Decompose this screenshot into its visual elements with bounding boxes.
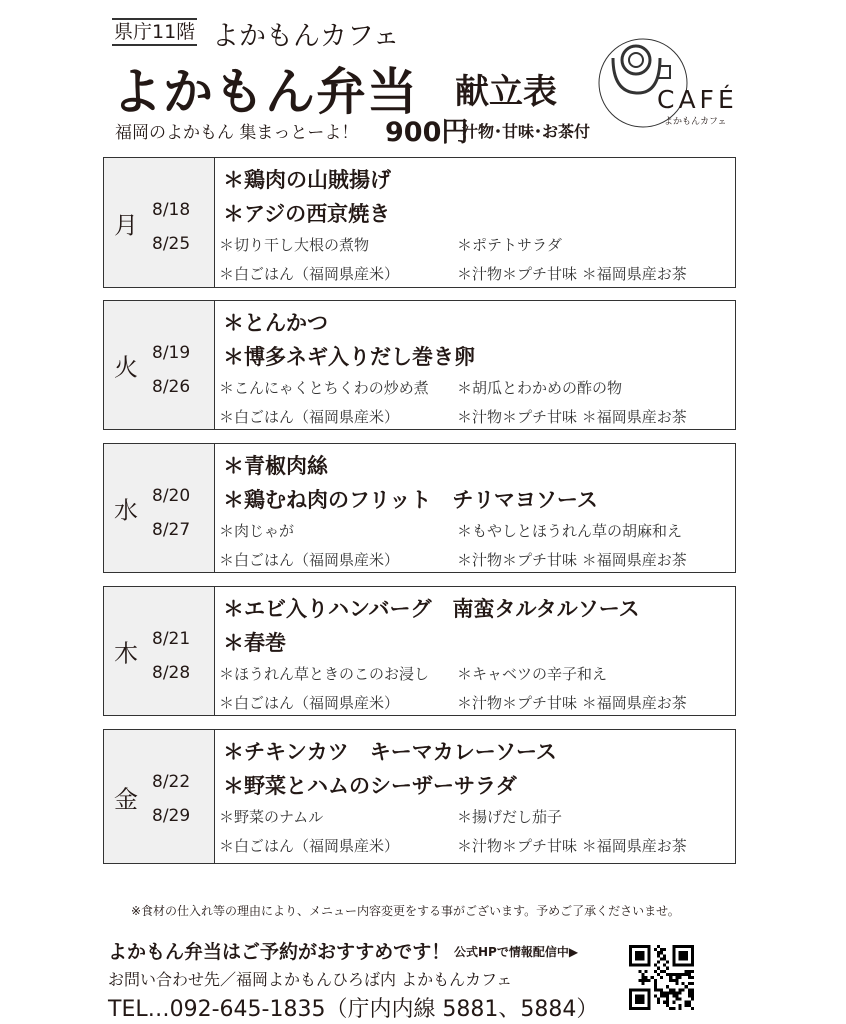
main-dish: ＊野菜とハムのシーザーサラダ <box>223 774 517 798</box>
date: 8/19 <box>152 343 191 363</box>
weekday: 月 <box>114 211 138 239</box>
main-dish: ＊博多ネギ入りだし巻き卵 <box>223 345 475 369</box>
side-dish: ＊野菜のナムル <box>219 808 324 826</box>
main-dish: ＊春巻 <box>223 631 286 655</box>
qr-code-icon[interactable] <box>625 945 698 1010</box>
side-dish: ＊肉じゃが <box>219 522 295 540</box>
rice: ＊白ごはん（福岡県産米） <box>219 551 400 569</box>
contact-info: お問い合わせ先／福岡よかもんひろば内 よかもんカフェ <box>108 970 513 989</box>
telephone: TEL…092-645-1835（庁内内線 5881、5884） <box>108 997 599 1022</box>
notice: ※食材の仕入れ等の理由により、メニュー内容変更をする事がございます。予めご了承くださいませ。 <box>131 904 680 918</box>
official-hp-link[interactable]: 公式HPで情報配信中▶ <box>454 945 579 959</box>
main-dish: ＊鶏肉の山賊揚げ <box>223 168 391 192</box>
day-cell <box>104 587 215 715</box>
side-dish: ＊キャベツの辛子和え <box>457 665 608 683</box>
menu-day-block <box>103 157 736 288</box>
main-dish: ＊とんかつ <box>223 311 328 335</box>
page-title-suffix: 献立表 <box>455 72 557 112</box>
reservation-recommend: よかもん弁当はご予約がおすすめです！ <box>108 941 451 963</box>
day-cell <box>104 301 215 429</box>
extras: ＊汁物＊プチ甘味 ＊福岡県産お茶 <box>457 837 687 855</box>
main-dish: ＊アジの西京焼き <box>223 202 391 226</box>
date: 8/29 <box>152 806 191 826</box>
main-dish: ＊鶏むね肉のフリット チリマヨソース <box>223 488 598 512</box>
price: 900円 <box>385 117 469 148</box>
tagline: 福岡のよかもん 集まっとーよ！ <box>115 123 359 143</box>
date: 8/21 <box>152 629 191 649</box>
weekday: 金 <box>114 785 138 813</box>
rice: ＊白ごはん（福岡県産米） <box>219 837 400 855</box>
side-dish: ＊もやしとほうれん草の胡麻和え <box>457 522 683 540</box>
price-includes: 汁物･甘味･お茶付 <box>462 122 591 141</box>
side-dish: ＊胡瓜とわかめの酢の物 <box>457 379 623 397</box>
side-dish: ＊ポテトサラダ <box>457 236 562 254</box>
extras: ＊汁物＊プチ甘味 ＊福岡県産お茶 <box>457 265 687 283</box>
menu-content <box>215 301 735 429</box>
menu-content <box>215 730 735 863</box>
extras: ＊汁物＊プチ甘味 ＊福岡県産お茶 <box>457 694 687 712</box>
date: 8/18 <box>152 200 191 220</box>
date: 8/25 <box>152 234 191 254</box>
side-dish: ＊ほうれん草ときのこのお浸し <box>219 665 430 683</box>
menu-day-block <box>103 443 736 573</box>
menu-day-block <box>103 586 736 716</box>
day-cell <box>104 158 215 287</box>
floor-label: 県庁11階 <box>112 18 197 46</box>
date: 8/20 <box>152 486 191 506</box>
weekday: 木 <box>114 639 138 668</box>
logo-subtext: よかもんカフェ <box>664 117 727 127</box>
menu-content <box>215 158 735 287</box>
extras: ＊汁物＊プチ甘味 ＊福岡県産お茶 <box>457 551 687 569</box>
cafe-name: よかもんカフェ <box>212 21 400 52</box>
rice: ＊白ごはん（福岡県産米） <box>219 694 400 712</box>
menu-content <box>215 587 735 715</box>
rice: ＊白ごはん（福岡県産米） <box>219 408 400 426</box>
date: 8/27 <box>152 520 191 540</box>
side-dish: ＊切り干し大根の煮物 <box>219 236 370 254</box>
menu-day-block <box>103 729 736 864</box>
side-dish: ＊こんにゃくとちくわの炒め煮 <box>219 379 429 397</box>
date: 8/22 <box>152 772 191 792</box>
page-title: よかもん弁当 <box>112 63 418 121</box>
side-dish: ＊揚げだし茄子 <box>457 808 563 826</box>
rice: ＊白ごはん（福岡県産米） <box>219 265 400 283</box>
day-cell <box>104 444 215 572</box>
menu-day-block <box>103 300 736 430</box>
extras: ＊汁物＊プチ甘味 ＊福岡県産お茶 <box>457 408 687 426</box>
main-dish: ＊青椒肉絲 <box>223 454 328 478</box>
day-cell <box>104 730 215 863</box>
main-dish: ＊チキンカツ キーマカレーソース <box>223 740 557 764</box>
weekday: 火 <box>114 353 138 382</box>
main-dish: ＊エビ入りハンバーグ 南蛮タルタルソース <box>223 597 640 621</box>
weekday: 水 <box>114 496 138 525</box>
date: 8/28 <box>152 663 191 683</box>
logo-text: CAFÉ <box>657 85 738 114</box>
menu-content <box>215 444 735 572</box>
date: 8/26 <box>152 377 191 397</box>
